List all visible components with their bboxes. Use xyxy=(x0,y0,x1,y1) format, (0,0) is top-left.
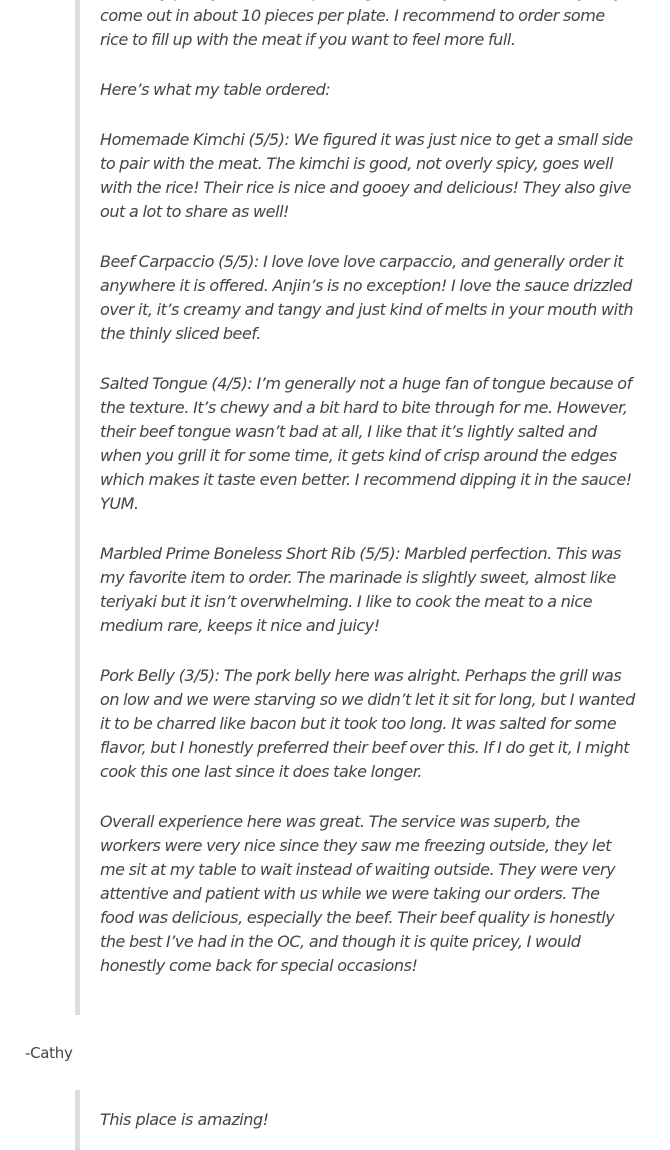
review-signature: -Cathy xyxy=(25,1044,73,1062)
item-review-short-rib: Marbled Prime Boneless Short Rib (5/5): Marbled perfection. This was my favorite item to order. The marinade is slightly sweet, almost like teriyaki but it isn’t overwhelming. I like to cook the meat to a nice medium rare, keeps it nice and juicy! xyxy=(100,544,621,635)
review-body xyxy=(100,0,635,1004)
item-review-salted-tongue: Salted Tongue (4/5): I’m generally not a huge fan of tongue because of the texture. It’s chewy and a bit hard to bite through for me. However, their beef tongue wasn’t bad at all, I like that it’s lightly salted and when you grill it for some time, it gets kind of crisp around the edges which makes it taste even better. I recommend dipping it in the sauce! YUM. xyxy=(100,374,632,513)
item-review-kimchi: Homemade Kimchi (5/5): We figured it was just nice to get a small side to pair with the meat. The kimchi is good, not overly spicy, goes well with the rice! Their rice is nice and gooey and delicious! They also give out a lot to share as well! xyxy=(100,130,633,221)
review-blockquote xyxy=(75,0,635,1015)
review-intro-paragraph: come out in about 10 pieces per plate. I recommend to order some rice to fill up with the meat if you want to feel more full. xyxy=(100,6,605,49)
table-ordered-heading: Here’s what my table ordered: xyxy=(100,80,331,99)
next-review-blockquote xyxy=(75,1090,635,1150)
item-review-pork-belly: Pork Belly (3/5): The pork belly here was alright. Perhaps the grill was on low and we were starving so we didn’t let it sit for long, but I wanted it to be charred like bacon but it took too long. It was salted for some flavor, but I honestly preferred their beef over this. If I do get it, I might cook this one last since it does take longer. xyxy=(100,666,635,781)
overall-experience-paragraph: Overall experience here was great. The service was superb, the workers were very nice since they saw me freezing outside, they let me sit at my table to wait instead of waiting outside. They were very attentive and patient with us while we were taking our orders. The food was delicious, especially the beef. Their beef quality is honestly the best I’ve had in the OC, and though it is quite pricey, I would honestly come back for special occasions! xyxy=(100,812,616,975)
item-review-beef-carpaccio: Beef Carpaccio (5/5): I love love love carpaccio, and generally order it anywhere it is offered. Anjin’s is no exception! I love the sauce drizzled over it, it’s creamy and tangy and just kind of melts in your mouth with the thinly sliced beef. xyxy=(100,252,634,343)
next-review-first-line: This place is amazing! xyxy=(100,1110,269,1129)
